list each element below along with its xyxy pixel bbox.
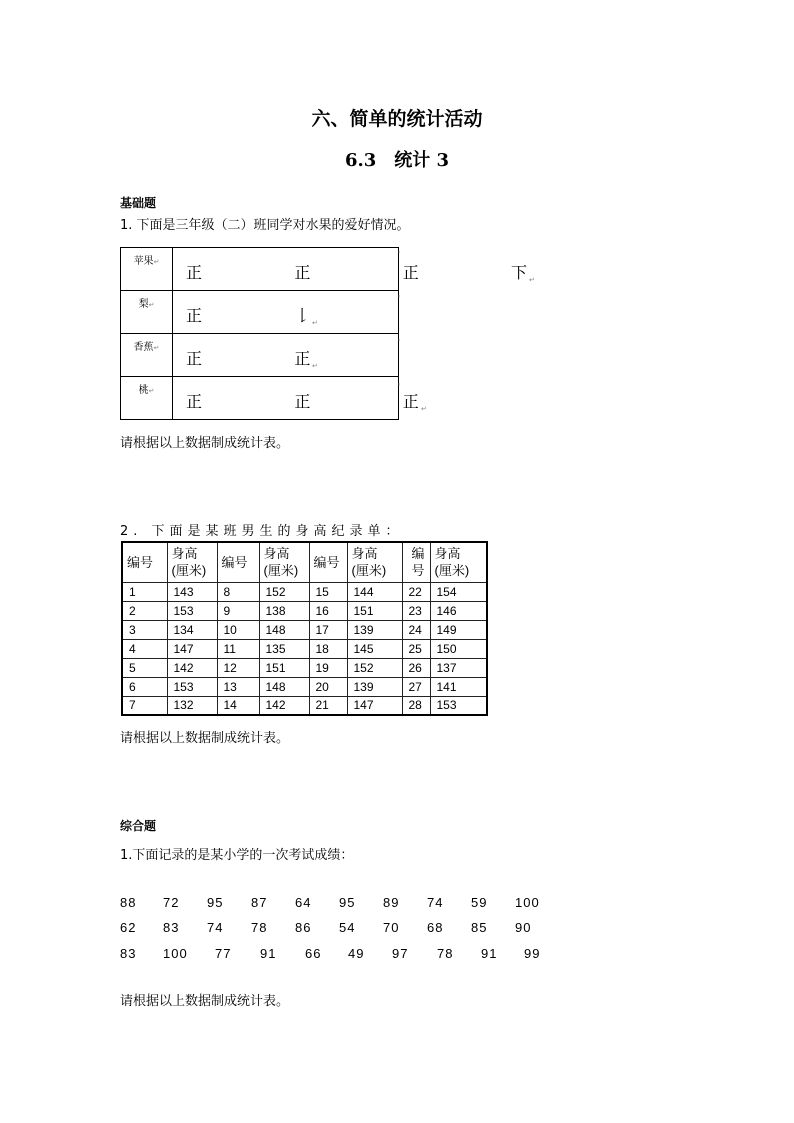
score-value: 89 — [383, 895, 400, 910]
table-header-row — [122, 542, 487, 582]
fruit-name-cell — [121, 291, 173, 334]
height-cell: 147 — [347, 696, 402, 715]
fruit-name-cell — [121, 248, 173, 291]
height-cell: 151 — [347, 601, 402, 620]
score-value: 74 — [207, 920, 224, 935]
tally-marks: 正 正 正 下 — [186, 263, 528, 282]
fruit-name: 苹果 — [133, 256, 154, 267]
height-cell: 141 — [430, 677, 487, 696]
id-cell: 7 — [122, 696, 167, 715]
instruction-2: 请根据以上数据制成统计表。 — [120, 731, 290, 746]
score-value: 49 — [348, 946, 365, 961]
id-cell: 2 — [122, 601, 167, 620]
score-value: 99 — [524, 946, 541, 961]
edit-mark: ↵ — [148, 301, 155, 309]
header-id: 编号 — [217, 542, 259, 582]
height-cell: 152 — [259, 582, 309, 601]
id-cell: 27 — [402, 677, 430, 696]
height-cell: 132 — [167, 696, 217, 715]
height-cell: 138 — [259, 601, 309, 620]
score-value: 77 — [215, 946, 232, 961]
edit-mark: ' — [398, 294, 401, 303]
instruction-3: 请根据以上数据制成统计表。 — [120, 994, 290, 1009]
edit-mark: ' — [398, 338, 401, 347]
instruction-1: 请根据以上数据制成统计表。 — [120, 436, 290, 451]
table-row — [122, 658, 487, 677]
height-cell: 142 — [167, 658, 217, 677]
height-cell: 145 — [347, 639, 402, 658]
table-row — [122, 620, 487, 639]
height-cell: 151 — [259, 658, 309, 677]
section-basic-heading: 基础题 — [120, 196, 157, 210]
score-value: 70 — [383, 920, 400, 935]
score-value: 87 — [251, 895, 268, 910]
edit-mark: ↵ — [153, 258, 160, 266]
tally-marks: 正 正 正 — [186, 392, 419, 411]
score-value: 78 — [437, 946, 454, 961]
score-value: 64 — [295, 895, 312, 910]
id-cell: 5 — [122, 658, 167, 677]
edit-mark: ↵ — [529, 276, 535, 284]
score-value: 91 — [481, 946, 498, 961]
height-cell: 153 — [167, 601, 217, 620]
height-cell: 153 — [430, 696, 487, 715]
id-cell: 9 — [217, 601, 259, 620]
height-cell: 152 — [347, 658, 402, 677]
score-value: 95 — [339, 895, 356, 910]
id-cell: 16 — [309, 601, 347, 620]
id-cell: 21 — [309, 696, 347, 715]
header-height: 身高 (厘米) — [430, 542, 487, 582]
id-cell: 6 — [122, 677, 167, 696]
id-cell: 10 — [217, 620, 259, 639]
tally-cell — [173, 248, 535, 291]
tally-cell — [173, 334, 399, 377]
score-value: 86 — [295, 920, 312, 935]
table-row — [121, 291, 399, 334]
id-cell: 25 — [402, 639, 430, 658]
fruit-name: 梨 — [138, 299, 149, 310]
score-value: 66 — [305, 946, 322, 961]
fruit-name-cell — [121, 377, 173, 420]
score-value: 59 — [471, 895, 488, 910]
header-id: 编号 — [309, 542, 347, 582]
id-cell: 24 — [402, 620, 430, 639]
edit-mark: ↵ — [148, 387, 155, 395]
tally-cell — [173, 291, 399, 334]
score-value: 85 — [471, 920, 488, 935]
fruit-tally-table — [120, 247, 535, 420]
fruit-name: 桃 — [138, 385, 149, 396]
height-cell: 139 — [347, 620, 402, 639]
table-row — [122, 677, 487, 696]
table-row — [121, 248, 399, 291]
id-cell: 15 — [309, 582, 347, 601]
id-cell: 12 — [217, 658, 259, 677]
height-cell: 153 — [167, 677, 217, 696]
score-value: 54 — [339, 920, 356, 935]
table-row — [121, 377, 399, 420]
edit-mark: ↵ — [312, 319, 318, 327]
height-cell: 154 — [430, 582, 487, 601]
height-cell: 143 — [167, 582, 217, 601]
question-1-text: 1. 下面是三年级（二）班同学对水果的爱好情况。 — [120, 218, 410, 233]
id-cell: 1 — [122, 582, 167, 601]
score-value: 100 — [515, 895, 540, 910]
id-cell: 11 — [217, 639, 259, 658]
id-cell: 28 — [402, 696, 430, 715]
height-cell: 146 — [430, 601, 487, 620]
table-row — [122, 601, 487, 620]
height-cell: 148 — [259, 677, 309, 696]
header-id: 编号 — [122, 542, 167, 582]
score-value: 97 — [392, 946, 409, 961]
section-comprehensive-heading: 综合题 — [120, 819, 157, 833]
page-title: 六、简单的统计活动 — [311, 108, 483, 130]
score-value: 72 — [163, 895, 180, 910]
height-cell: 148 — [259, 620, 309, 639]
height-cell: 149 — [430, 620, 487, 639]
score-value: 88 — [120, 895, 137, 910]
id-cell: 22 — [402, 582, 430, 601]
id-cell: 8 — [217, 582, 259, 601]
table-row — [121, 334, 399, 377]
table-row — [122, 696, 487, 715]
edit-mark: ↵ — [153, 344, 160, 352]
header-height: 身高 (厘米) — [167, 542, 217, 582]
tally-cell — [173, 377, 427, 420]
id-cell: 4 — [122, 639, 167, 658]
score-value: 91 — [260, 946, 277, 961]
fruit-name-cell — [121, 334, 173, 377]
edit-mark: ' — [398, 382, 401, 391]
score-value: 68 — [427, 920, 444, 935]
id-cell: 20 — [309, 677, 347, 696]
height-cell: 134 — [167, 620, 217, 639]
page-subtitle: 6.3 统计 3 — [344, 150, 450, 171]
id-cell: 26 — [402, 658, 430, 677]
id-cell: 18 — [309, 639, 347, 658]
height-cell: 137 — [430, 658, 487, 677]
header-height: 身高 (厘米) — [347, 542, 402, 582]
height-cell: 142 — [259, 696, 309, 715]
score-value: 100 — [163, 946, 188, 961]
id-cell: 19 — [309, 658, 347, 677]
table-row — [122, 639, 487, 658]
question-3-text: 1.下面记录的是某小学的一次考试成绩： — [120, 848, 354, 863]
id-cell: 23 — [402, 601, 430, 620]
fruit-name: 香蕉 — [133, 342, 154, 353]
height-cell: 139 — [347, 677, 402, 696]
score-value: 62 — [120, 920, 137, 935]
score-value: 95 — [207, 895, 224, 910]
tally-marks: 正 正 — [186, 349, 311, 368]
score-value: 74 — [427, 895, 444, 910]
id-cell: 17 — [309, 620, 347, 639]
edit-mark: ' — [398, 250, 401, 259]
id-cell: 14 — [217, 696, 259, 715]
table-row — [122, 582, 487, 601]
height-cell: 147 — [167, 639, 217, 658]
question-2-text: 2. 下面是某班男生的身高纪录单： — [120, 524, 404, 539]
height-cell: 144 — [347, 582, 402, 601]
score-value: 83 — [163, 920, 180, 935]
height-cell: 150 — [430, 639, 487, 658]
header-id: 编 号 — [402, 542, 430, 582]
height-record-table — [121, 541, 488, 716]
height-cell: 135 — [259, 639, 309, 658]
score-value: 90 — [515, 920, 532, 935]
score-value: 83 — [120, 946, 137, 961]
edit-mark: ↵ — [421, 405, 427, 413]
edit-mark: ↵ — [312, 362, 318, 370]
id-cell: 13 — [217, 677, 259, 696]
id-cell: 3 — [122, 620, 167, 639]
header-height: 身高 (厘米) — [259, 542, 309, 582]
score-value: 78 — [251, 920, 268, 935]
tally-marks: 正 𠄌 — [186, 306, 311, 325]
